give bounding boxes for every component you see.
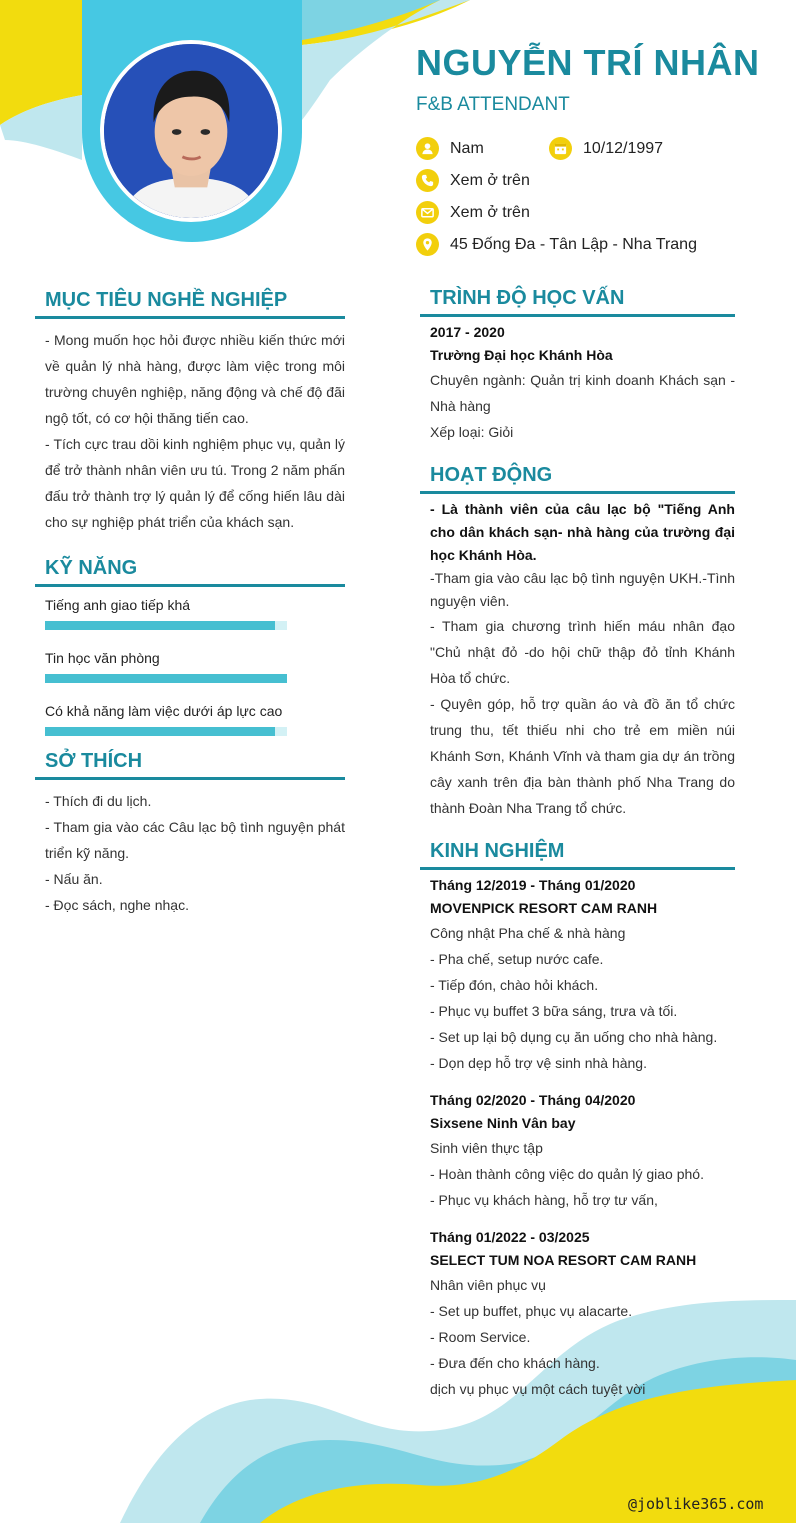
job-line: - Phục vụ khách hàng, hỗ trợ tư vấn, — [430, 1192, 658, 1208]
education-major: Chuyên ngành: Quản trị kinh doanh Khách sạn - Nhà hàng — [430, 372, 735, 414]
phone-icon — [416, 169, 439, 192]
skill-name: Tiếng anh giao tiếp khá — [45, 597, 191, 613]
activities-section — [420, 464, 735, 821]
education-title: TRÌNH ĐỘ HỌC VẤN — [420, 287, 735, 317]
address-field — [416, 233, 697, 256]
job-line: - Dọn dẹp hỗ trợ vệ sinh nhà hàng. — [430, 1055, 647, 1071]
address-value: 45 Đống Đa - Tân Lập - Nha Trang — [450, 235, 697, 253]
job-line: - Pha chế, setup nước cafe. — [430, 951, 604, 967]
hobby-line: - Thích đi du lịch. — [45, 793, 152, 809]
job-title: F&B ATTENDANT — [416, 94, 570, 115]
gender-value: Nam — [450, 139, 484, 157]
activity-headline: - Là thành viên của câu lạc bộ "Tiếng Anh cho dân khách sạn- nhà hàng của trường đại học Khánh Hòa. — [430, 501, 735, 563]
skill-name: Có khả năng làm việc dưới áp lực cao — [45, 703, 283, 719]
education-school: Trường Đại học Khánh Hòa — [430, 347, 613, 363]
education-rank: Xếp loại: Giỏi — [430, 424, 514, 440]
job-line: Nhân viên phục vụ — [430, 1277, 546, 1293]
education-section — [420, 287, 735, 445]
skill-bar-fill — [45, 621, 275, 630]
objective-section — [35, 289, 345, 535]
phone-value: Xem ở trên — [450, 171, 530, 189]
user-icon — [416, 137, 439, 160]
activity-line: - Quyên góp, hỗ trợ quần áo và đồ ăn tổ chức trung thu, tết thiếu nhi cho trẻ em miền núi Khánh Sơn, Khánh Vĩnh và tham gia dự án trồng cây xanh trên địa bàn thành phố Nha Trang do thành Đoàn Nha Trang tổ chức. — [430, 696, 735, 816]
skill-item — [35, 702, 345, 736]
activity-line: - Tham gia chương trình hiến máu nhân đạo "Chủ nhật đỏ -do hội chữ thập đỏ tỉnh Khánh Hòa tổ chức. — [430, 618, 735, 686]
job-line: dịch vụ phục vụ một cách tuyệt vời — [430, 1381, 646, 1397]
calendar-icon — [549, 137, 572, 160]
location-icon — [416, 233, 439, 256]
gender-field — [416, 137, 484, 160]
objective-line: - Tích cực trau dồi kinh nghiệm phục vụ, quản lý để trở thành nhân viên ưu tú. Trong 2 năm phấn đấu trở thành trợ lý quản lý để cống hiến lâu dài cho sự nghiệp phát triển của khách sạn. — [45, 436, 345, 530]
skill-bar-fill — [45, 727, 275, 736]
job-line: Sinh viên thực tập — [430, 1140, 543, 1156]
skill-bar — [45, 727, 287, 736]
job-line: - Set up lại bộ dụng cụ ăn uống cho nhà hàng. — [430, 1029, 718, 1045]
avatar — [100, 40, 282, 222]
education-period: 2017 - 2020 — [430, 324, 505, 340]
skill-bar — [45, 674, 287, 683]
birthday-value: 10/12/1997 — [583, 139, 664, 157]
objective-line: - Mong muốn học hỏi được nhiều kiến thức mới về quản lý nhà hàng, được làm việc trong môi trường chuyên nghiệp, năng động và chế độ đãi ngộ tốt, có cơ hội thăng tiến cao. — [45, 332, 345, 426]
email-value: Xem ở trên — [450, 203, 530, 221]
activity-line: -Tham gia vào câu lạc bộ tình nguyện UKH.-Tình nguyện viên. — [430, 570, 735, 609]
activities-title: HOẠT ĐỘNG — [420, 464, 735, 494]
email-field — [416, 201, 530, 224]
job-line: - Tiếp đón, chào hỏi khách. — [430, 977, 599, 993]
skill-item — [35, 596, 345, 630]
hobby-line: - Tham gia vào các Câu lạc bộ tình nguyện phát triển kỹ năng. — [45, 819, 345, 861]
job-line: - Set up buffet, phục vụ alacarte. — [430, 1303, 633, 1319]
job-period: Tháng 01/2022 - 03/2025 — [430, 1229, 590, 1245]
candidate-name: NGUYỄN TRÍ NHÂN — [416, 42, 760, 83]
experience-title: KINH NGHIỆM — [420, 840, 735, 870]
job-line: - Phục vụ buffet 3 bữa sáng, trưa và tối. — [430, 1003, 678, 1019]
job-line: - Hoàn thành công việc do quản lý giao phó. — [430, 1166, 704, 1182]
job-entry — [430, 1226, 735, 1402]
skill-item — [35, 649, 345, 683]
hobbies-section — [35, 750, 345, 918]
hobby-line: - Nấu ăn. — [45, 871, 103, 887]
skills-title: KỸ NĂNG — [35, 557, 345, 587]
hobbies-title: SỞ THÍCH — [35, 750, 345, 780]
phone-field — [416, 169, 530, 192]
experience-section — [420, 840, 735, 1402]
job-entry — [430, 874, 735, 1076]
birthday-field — [549, 137, 663, 160]
job-line: - Room Service. — [430, 1329, 531, 1345]
job-period: Tháng 02/2020 - Tháng 04/2020 — [430, 1092, 636, 1108]
job-period: Tháng 12/2019 - Tháng 01/2020 — [430, 877, 636, 893]
job-entry — [430, 1089, 735, 1213]
job-company: SELECT TUM NOA RESORT CAM RANH — [430, 1252, 697, 1268]
email-icon — [416, 201, 439, 224]
job-company: MOVENPICK RESORT CAM RANH — [430, 900, 658, 916]
watermark: @joblike365.com — [628, 1495, 764, 1513]
skill-bar-fill — [45, 674, 287, 683]
skill-name: Tin học văn phòng — [45, 650, 160, 666]
skills-section — [35, 557, 345, 736]
job-company: Sixsene Ninh Vân bay — [430, 1115, 576, 1131]
job-line: - Đưa đến cho khách hàng. — [430, 1355, 600, 1371]
objective-title: MỤC TIÊU NGHỀ NGHIỆP — [35, 289, 345, 319]
hobby-line: - Đọc sách, nghe nhạc. — [45, 897, 189, 913]
skill-bar — [45, 621, 287, 630]
job-line: Công nhật Pha chế & nhà hàng — [430, 925, 626, 941]
